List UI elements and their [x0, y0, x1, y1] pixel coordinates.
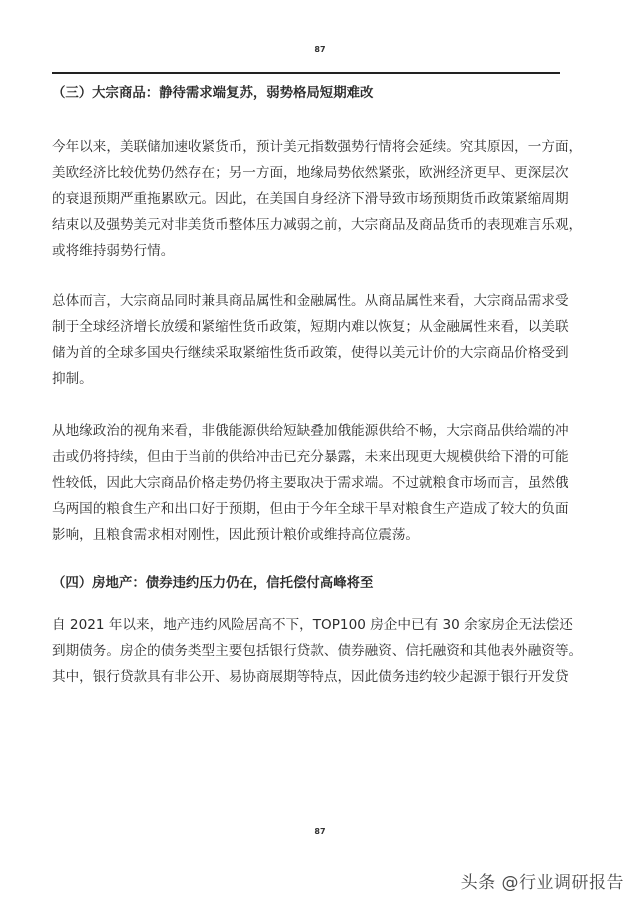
section-3-paragraph-1 [52, 134, 583, 264]
text-line: 自 2021 年以来，地产违约风险居高不下，TOP100 房企中已有 30 余家房企无法偿还 [52, 617, 573, 633]
text-line: 或将维持弱势行情。 [52, 243, 175, 259]
page-number-bottom: 87 [314, 827, 326, 836]
text-line: 乌两国的粮食生产和出口好于预期，但由于今年全球干旱对粮食生产造成了较大的负面 [52, 501, 569, 517]
text-line: 到期债务。房企的债务类型主要包括银行贷款、债券融资、信托融资和其他表外融资等。 [52, 643, 583, 659]
document-body [52, 84, 583, 690]
page-number-top: 87 [314, 45, 326, 54]
text-line: 从地缘政治的视角来看，非俄能源供给短缺叠加俄能源供给不畅，大宗商品供给端的冲 [52, 423, 569, 439]
section-4-paragraph-1 [52, 612, 583, 690]
text-line: 性较低，因此大宗商品价格走势仍将主要取决于需求端。不过就粮食市场而言，虽然俄 [52, 475, 569, 491]
text-line: 美欧经济比较优势仍然存在；另一方面，地缘局势依然紧张，欧洲经济更早、更深层次 [52, 165, 569, 181]
section-4-heading: （四）房地产：债券违约压力仍在，信托偿付高峰将至 [52, 576, 374, 591]
text-line: 今年以来，美联储加速收紧货币，预计美元指数强势行情将会延续。究其原因，一方面， [52, 139, 583, 155]
section-3-paragraph-2 [52, 288, 569, 392]
text-line: 总体而言，大宗商品同时兼具商品属性和金融属性。从商品属性来看，大宗商品需求受 [52, 293, 569, 309]
text-line: 的衰退预期严重拖累欧元。因此，在美国自身经济下滑导致市场预期货币政策紧缩周期 [52, 191, 569, 207]
header-rule [52, 72, 560, 74]
section-3-paragraph-3 [52, 418, 569, 548]
text-line: 制于全球经济增长放缓和紧缩性货币政策，短期内难以恢复；从金融属性来看，以美联 [52, 319, 569, 335]
text-line: 其中，银行贷款具有非公开、易协商展期等特点，因此债务违约较少起源于银行开发贷 [52, 669, 569, 685]
text-line: 结束以及强势美元对非美货币整体压力减弱之前，大宗商品及商品货币的表现难言乐观， [52, 217, 583, 233]
watermark: 头条 @行业调研报告 [460, 873, 624, 893]
section-3-heading: （三）大宗商品：静待需求端复苏，弱势格局短期难改 [52, 86, 374, 101]
text-line: 储为首的全球多国央行继续采取紧缩性货币政策，使得以美元计价的大宗商品价格受到 [52, 345, 569, 361]
text-line: 抑制。 [52, 371, 93, 387]
text-line: 击或仍将持续，但由于当前的供给冲击已充分暴露，未来出现更大规模供给下滑的可能 [52, 449, 569, 465]
text-line: 影响，且粮食需求相对刚性，因此预计粮价或维持高位震荡。 [52, 527, 420, 543]
